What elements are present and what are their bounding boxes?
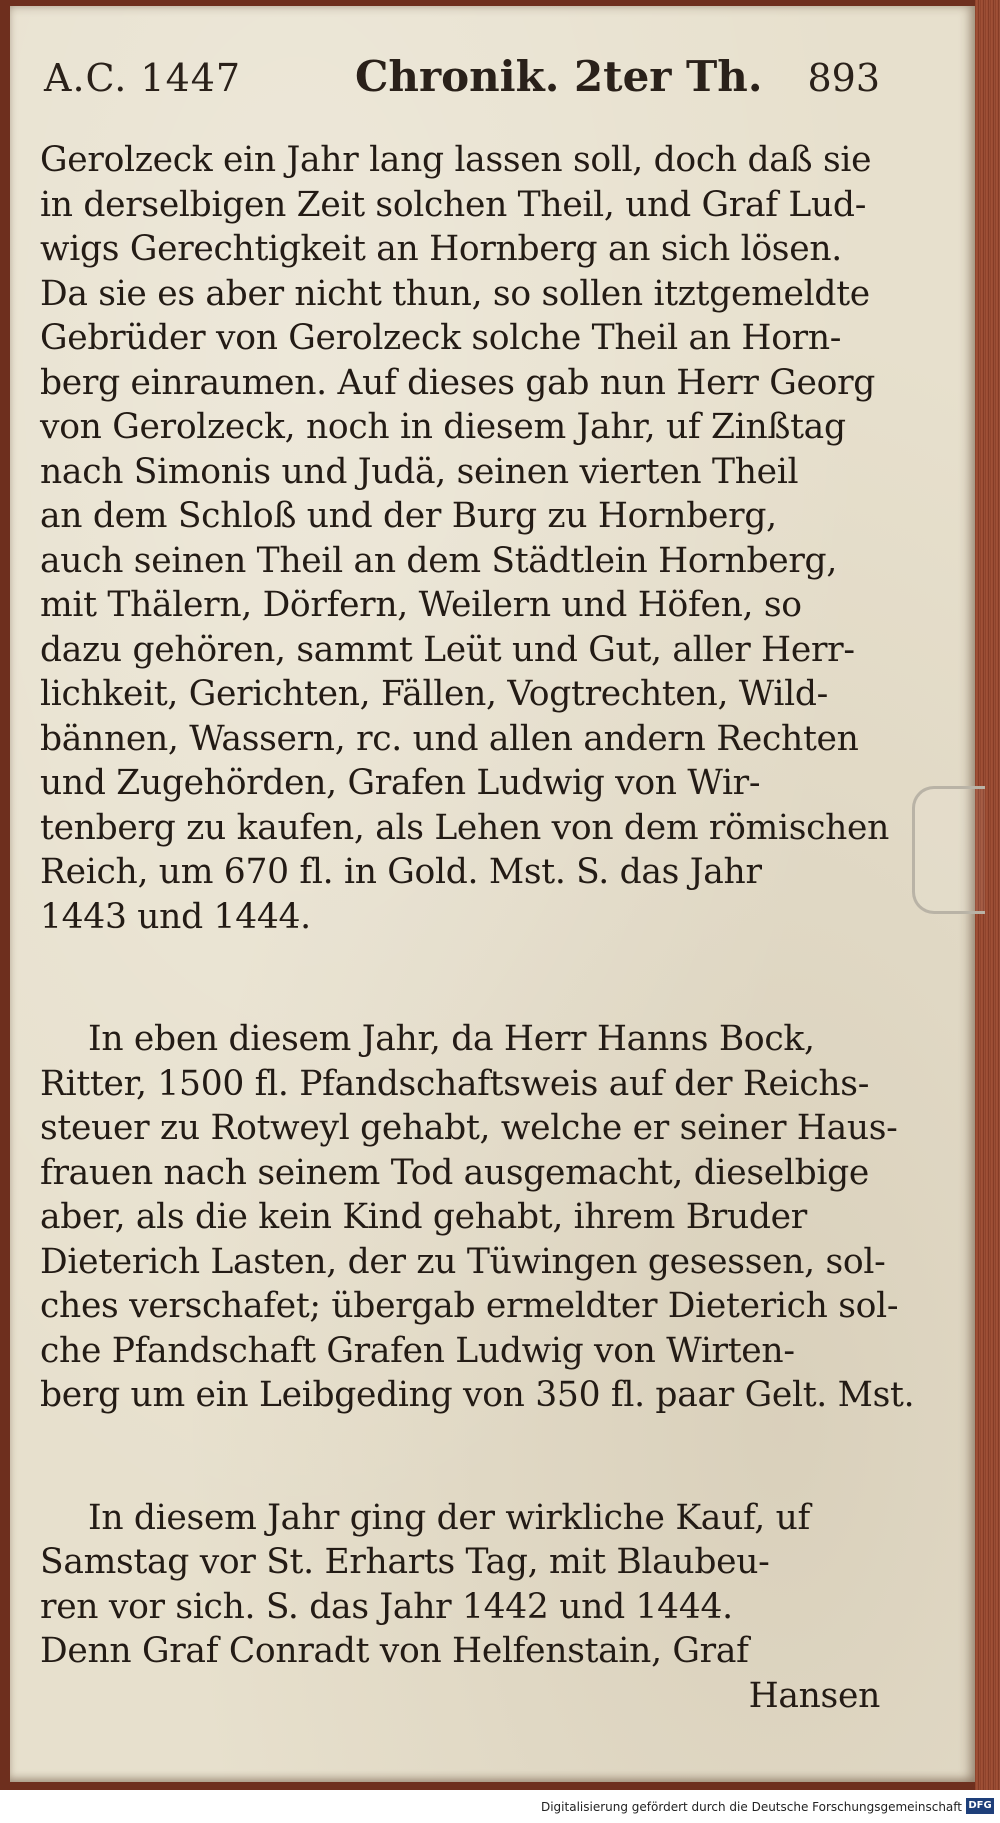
page-number: 893 [807,56,880,100]
text-line: In diesem Jahr ging der wirkliche Kauf, uf [88,1497,810,1538]
text-line: ches verschafet; übergab ermeldter Dieterich sol- [40,1286,899,1326]
text-line: bännen, Wassern, rc. und allen andern Rechten [40,718,859,759]
running-head-year: A.C. 1447 [44,56,242,100]
text-line: und Zugehörden, Grafen Ludwig von Wir- [40,763,761,803]
text-line: 1443 und 1444. [40,896,311,937]
text-line: Denn Graf Conradt von Helfenstain, Graf [40,1631,749,1671]
text-line: in derselbigen Zeit solchen Theil, und Graf Lud- [40,184,867,225]
text-line: auch seinen Theil an dem Städtlein Hornberg, [40,540,837,581]
running-head-title: Chronik. 2ter Th. [355,52,763,101]
text-line: aber, als die kein Kind gehabt, ihrem Bruder [40,1197,807,1237]
dfg-logo: DFG [966,1798,994,1814]
text-line: lichkeit, Gerichten, Fällen, Vogtrechten, Wild- [40,674,828,714]
text-line: mit Thälern, Dörfern, Weilern und Höfen, so [40,585,802,625]
text-line: von Gerolzeck, noch in diesem Jahr, uf Zinßtag [40,407,846,447]
text-line: Reich, um 670 fl. in Gold. Mst. S. das Jahr [40,852,762,892]
text-line: ren vor sich. S. das Jahr 1442 und 1444. [40,1586,733,1627]
text-line: Gerolzeck ein Jahr lang lassen soll, doch daß sie [40,140,872,180]
text-line: Gebrüder von Gerolzeck solche Theil an Horn- [40,318,842,358]
text-line: frauen nach seinem Tod ausgemacht, dieselbige [40,1152,870,1193]
text-line: wigs Gerechtigkeit an Hornberg an sich lösen. [40,229,842,269]
funding-credit: Digitalisierung gefördert durch die Deutsche Forschungsgemeinschaft [540,1800,962,1814]
text-line: steuer zu Rotweyl gehabt, welche er seiner Haus- [40,1108,898,1148]
paragraph-1 [40,138,890,939]
paragraph-gap [40,939,880,1017]
footer-band [0,1790,1000,1823]
text-line: berg einraumen. Auf dieses gab nun Herr Georg [40,362,876,403]
text-line: che Pfandschaft Grafen Ludwig von Wirten- [40,1330,795,1371]
text-line: nach Simonis und Judä, seinen vierten Theil [40,451,799,492]
paragraph-gap [40,1418,880,1496]
text-line: Da sie es aber nicht thun, so sollen itztgemeldte [40,273,870,314]
paragraph-2 [40,1017,915,1418]
text-line: Samstag vor St. Erharts Tag, mit Blaubeu- [40,1542,770,1582]
text-line: an dem Schloß und der Burg zu Hornberg, [40,496,777,536]
page-clip [912,786,985,914]
catchword: Hansen [748,1675,880,1716]
paragraph-3 [40,1496,880,1719]
text-line: tenberg zu kaufen, als Lehen von dem römischen [40,807,890,848]
text-line: In eben diesem Jahr, da Herr Hanns Bock, [88,1019,815,1059]
text-line: dazu gehören, sammt Leüt und Gut, aller Herr- [40,629,855,670]
text-line: Dieterich Lasten, der zu Tüwingen gesessen, sol- [40,1241,886,1282]
text-line: berg um ein Leibgeding von 350 fl. paar Gelt. Mst. [40,1375,915,1415]
running-head [40,48,880,108]
text-line: Ritter, 1500 fl. Pfandschaftsweis auf der Reichs- [40,1063,870,1104]
body-text [40,138,915,1718]
